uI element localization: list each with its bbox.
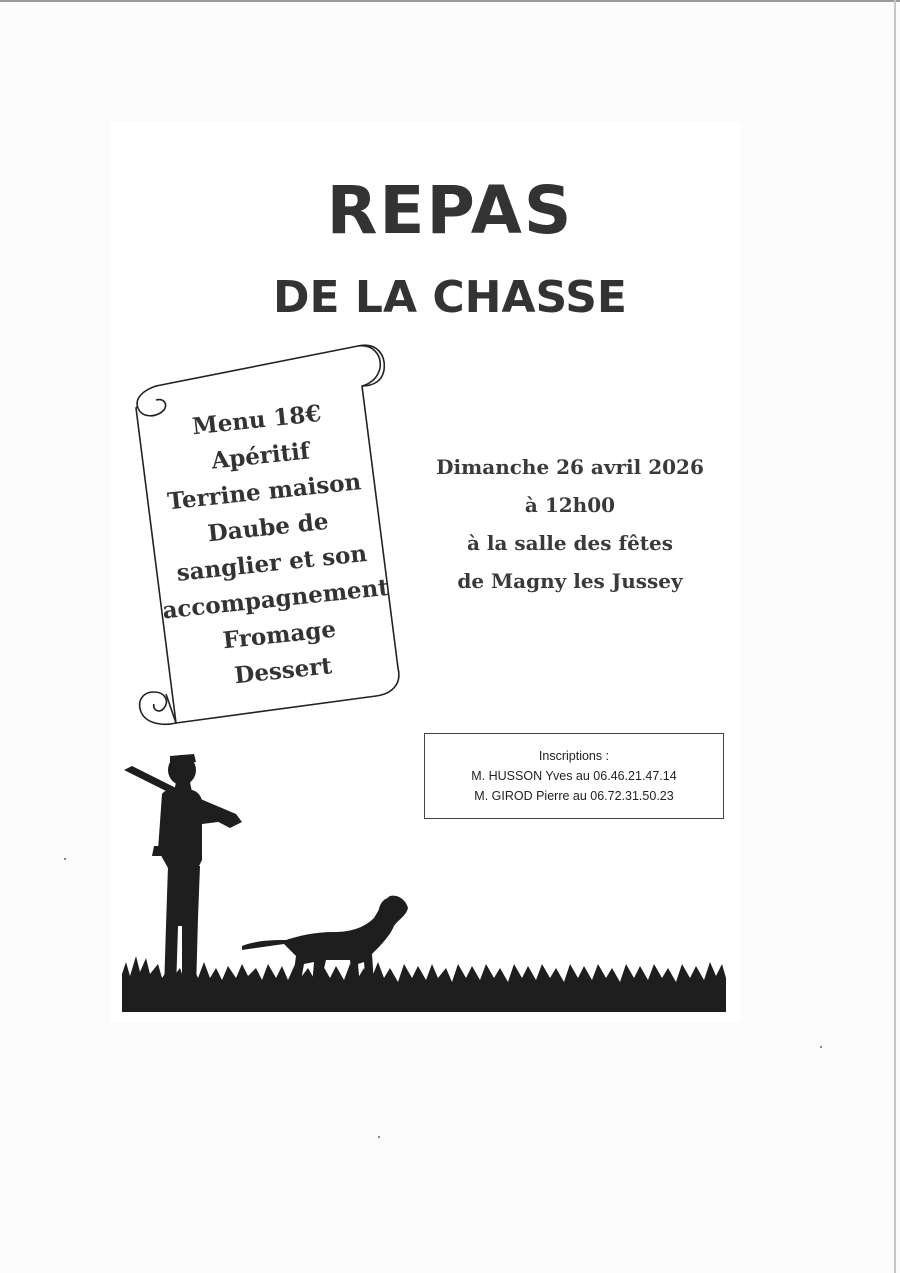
- scan-speck: [64, 858, 66, 860]
- menu-heading: Menu 18€: [190, 399, 323, 441]
- grass-silhouette-icon: [122, 956, 726, 1012]
- poster-subtitle: DE LA CHASSE: [273, 272, 627, 323]
- poster-title: REPAS: [326, 172, 574, 249]
- contact-line: M. GIROD Pierre au 06.72.31.50.23: [474, 789, 674, 803]
- event-details: [420, 448, 720, 600]
- menu-item: Terrine maison: [166, 468, 363, 516]
- event-town: de Magny les Jussey: [457, 569, 683, 593]
- inscriptions-label: Inscriptions :: [538, 749, 610, 763]
- event-date: Dimanche 26 avril 2026: [436, 455, 704, 479]
- menu-item: Fromage: [221, 615, 338, 655]
- hunting-scene: [118, 750, 730, 1012]
- menu-item: sanglier et son: [175, 539, 369, 587]
- scan-edge-top: [0, 0, 900, 2]
- contact-line: M. HUSSON Yves au 06.46.21.47.14: [471, 769, 677, 783]
- scan-speck: [378, 1136, 380, 1138]
- hunter-silhouette-icon: [152, 754, 218, 990]
- event-time: à 12h00: [524, 493, 616, 517]
- menu-item: Daube de: [206, 507, 330, 548]
- menu-item: accompagnement: [161, 573, 391, 625]
- menu-item: Apéritif: [210, 437, 312, 475]
- event-place: à la salle des fêtes: [466, 531, 674, 555]
- scan-speck: [820, 1046, 822, 1048]
- menu-list: [136, 390, 405, 702]
- menu-item: Dessert: [233, 652, 334, 690]
